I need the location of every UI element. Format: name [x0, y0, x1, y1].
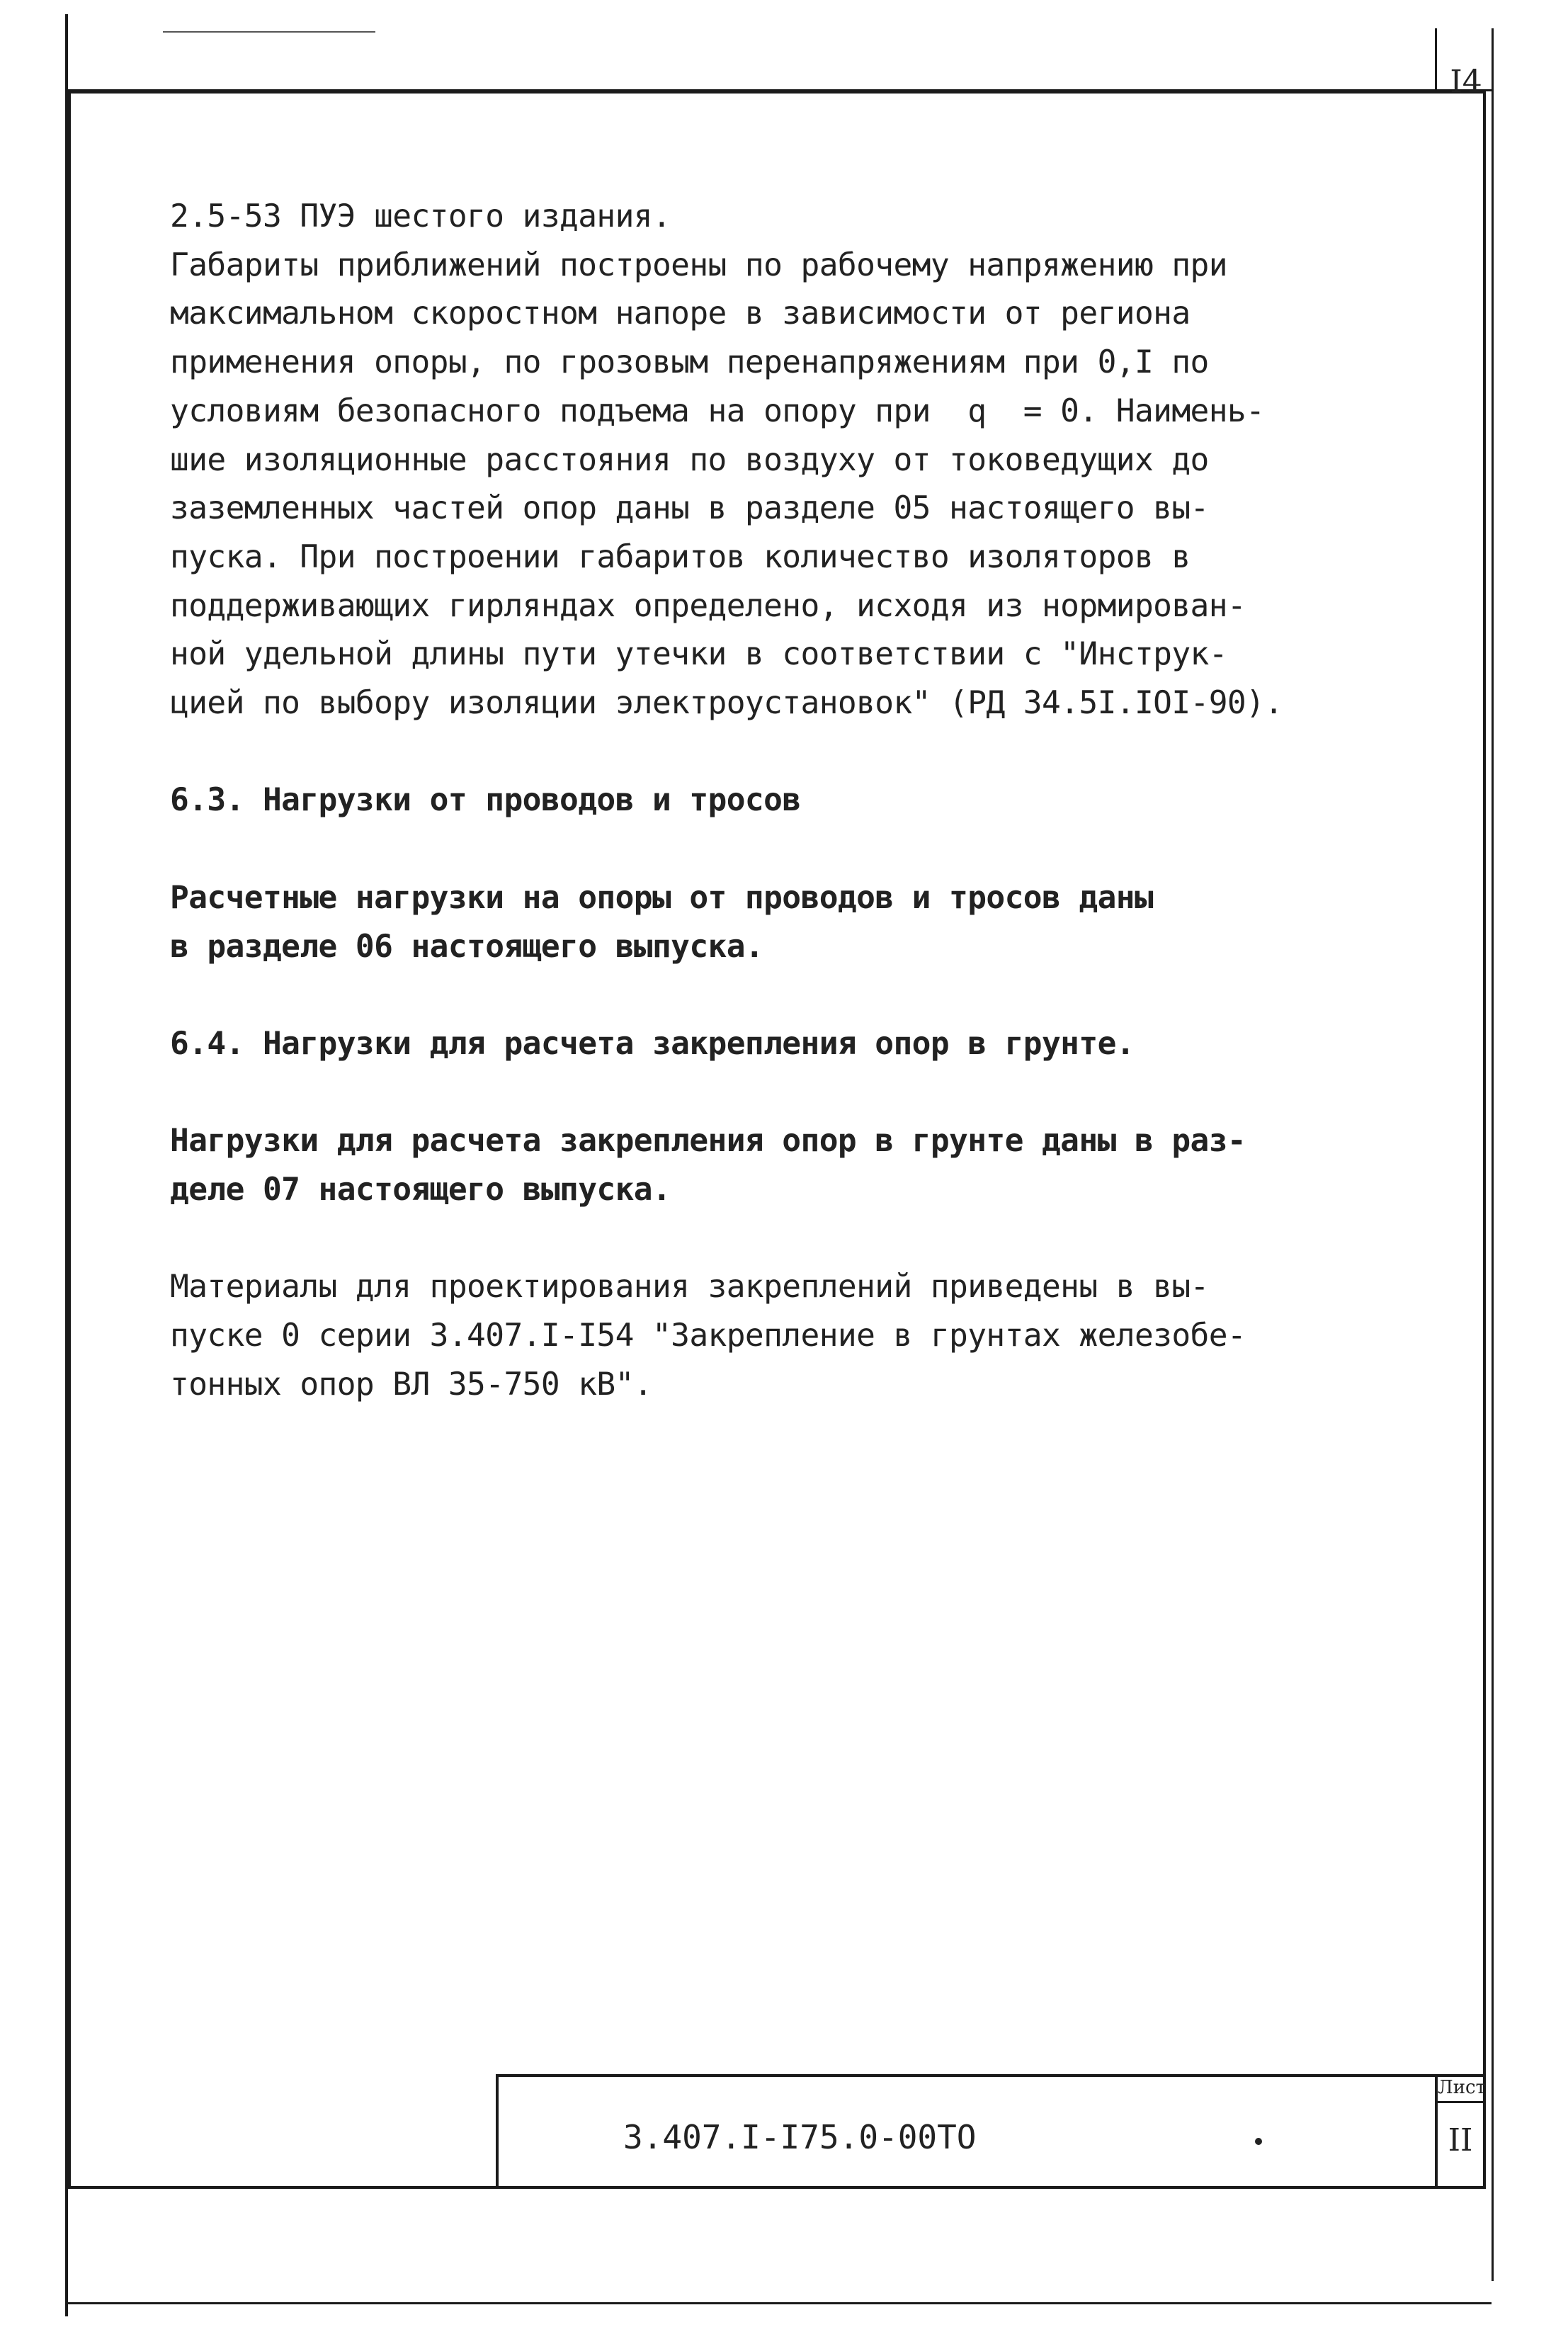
- bold-text-line: Нагрузки для расчета закрепления опор в грунте даны в раз-: [170, 1123, 1246, 1160]
- text-line: 2.5-53 ПУЭ шестого издания.: [170, 198, 671, 234]
- text-line: тонных опор ВЛ 35-750 кВ".: [170, 1366, 652, 1403]
- text-line: шие изоляционные расстояния по воздуху от токоведущих до: [170, 441, 1209, 478]
- paragraph-gap: [170, 1215, 1416, 1264]
- title-block-dot: [1255, 2138, 1262, 2145]
- sheet-label: Лист: [1438, 2077, 1486, 2098]
- bold-text-line: в разделе 06 настоящего выпуска.: [170, 928, 764, 965]
- paragraph-gap: [170, 1069, 1416, 1118]
- text-line: максимальном скоростном напоре в зависимости от региона: [170, 295, 1191, 332]
- text-line: применения опоры, по грозовым перенапряжениям при 0,I по: [170, 344, 1209, 381]
- text-line: ной удельной длины пути утечки в соответствии с "Инструк-: [170, 636, 1227, 673]
- document-body: [170, 193, 1416, 1410]
- top-stroke-line: [163, 31, 375, 33]
- bold-text-line: деле 07 настоящего выпуска.: [170, 1172, 671, 1208]
- text-line: пуске 0 серии 3.407.I-I54 "Закрепление в грунтах железобе-: [170, 1318, 1246, 1354]
- sheet-number: II: [1448, 2122, 1473, 2158]
- bottom-rule-line: [68, 2302, 1492, 2304]
- text-line: поддерживающих гирляндах определено, исходя из нормирован-: [170, 587, 1246, 624]
- page-number: I4: [1450, 64, 1482, 100]
- text-line: Габариты приближений построены по рабочему напряжению при: [170, 247, 1227, 283]
- bold-text-line: 6.4. Нагрузки для расчета закрепления опор в грунте.: [170, 1025, 1135, 1062]
- paragraph-gap: [170, 728, 1416, 777]
- text-line: Материалы для проектирования закреплений приведены в вы-: [170, 1269, 1209, 1306]
- paragraph-gap: [170, 825, 1416, 874]
- bold-text-line: 6.3. Нагрузки от проводов и тросов: [170, 782, 801, 819]
- paragraph-gap: [170, 971, 1416, 1020]
- bold-text-line: Расчетные нагрузки на опоры от проводов и тросов даны: [170, 879, 1154, 916]
- right-edge-line: [1492, 28, 1494, 2281]
- document-code: 3.407.I-I75.0-00ТО: [623, 2118, 977, 2156]
- text-line: условиям безопасного подъема на опору при q = 0. Наимень-: [170, 392, 1265, 429]
- text-line: пуска. При построении габаритов количество изоляторов в: [170, 538, 1191, 575]
- text-line: цией по выбору изоляции электроустановок" (РД 34.5I.IOI-90).: [170, 685, 1283, 722]
- top-corner-box-line: [1435, 28, 1437, 91]
- sheet-box-divider: [1435, 2101, 1486, 2103]
- text-line: заземленных частей опор даны в разделе 05 настоящего вы-: [170, 490, 1209, 527]
